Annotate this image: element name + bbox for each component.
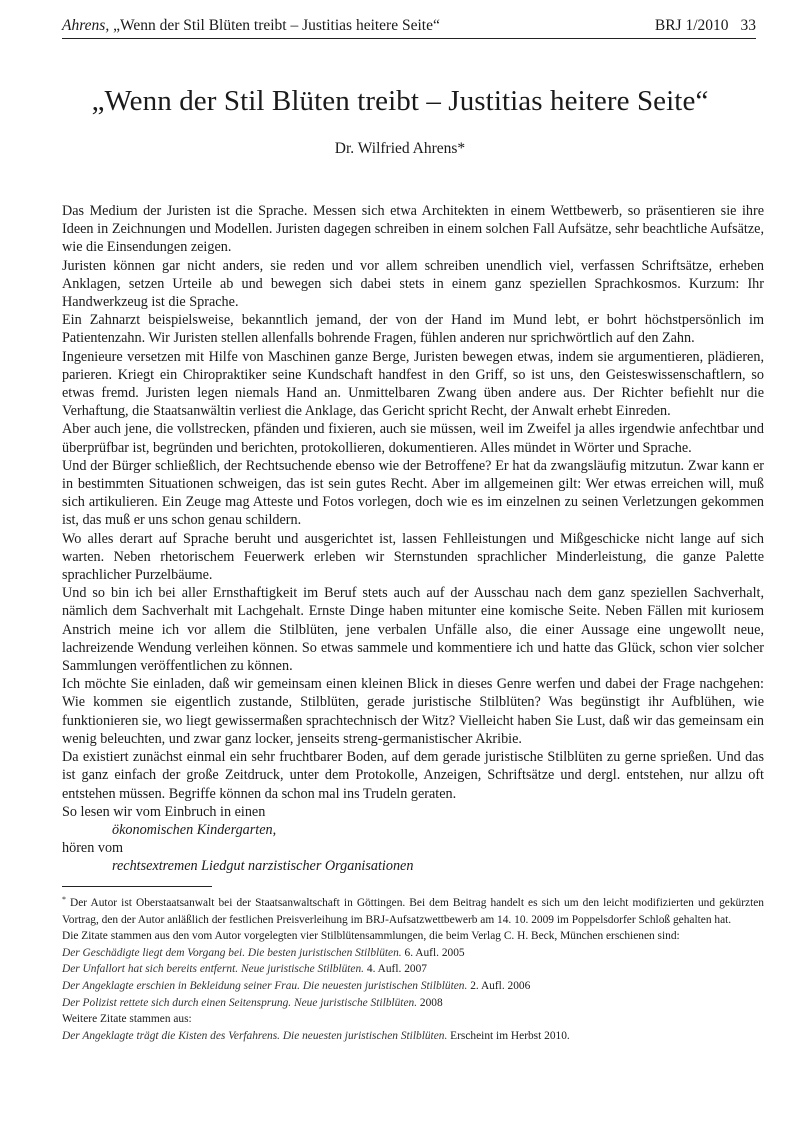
citation-edition: 6. Aufl. 2005: [401, 946, 465, 959]
citation-item: [62, 1028, 764, 1045]
citation-item: [62, 978, 764, 995]
running-header: [62, 14, 756, 39]
body-paragraph: Aber auch jene, die vollstrecken, pfänden und fixieren, auch sie müssen, weil im Zweifel ja alles irgendwie anfechtbar und überprüfbar ist, begründen und berichten, protokollieren, dokumentieren. Alles mündet in Wörter und Sprache.: [62, 421, 764, 456]
header-left: [62, 17, 440, 35]
citation-edition: 2. Aufl. 2006: [467, 979, 531, 992]
body-lead-hear: hören vom: [62, 840, 124, 857]
article-byline: Dr. Wilfried Ahrens*: [334, 140, 466, 157]
body-paragraph: Ich möchte Sie einladen, daß wir gemeinsam einen kleinen Blick in dieses Genre werfen und dabei der Frage nachgehen: Wie kommen sie eigentlich zustande, Stilblüten, gerade juristische Stilblüten? Was begünstigt ihr Aufblühen, wie funktionieren sie, wo liegt gewissermaßen sprachtechnisch der Witz? Vielleicht haben Sie Lust, daß wir das gemeinsam ein wenig beleuchten, und zwar ganz locker, jenseits streng-germanistischer Akribie.: [62, 676, 764, 747]
citation-edition: 2008: [417, 996, 443, 1009]
header-journal: BRJ 1/2010: [654, 17, 729, 34]
footnote-sources-intro: Die Zitate stammen aus den vom Autor vorgelegten vier Stilblütensammlungen, die beim Verlag C. H. Beck, München erschienen sind:: [62, 930, 680, 943]
article-title: „Wenn der Stil Blüten treibt – Justitias heitere Seite“: [91, 85, 709, 117]
citation-title: Der Geschädigte liegt dem Vorgang bei. Die besten juristischen Stilblüten.: [62, 946, 402, 959]
citation-title: Der Angeklagte erschien in Bekleidung seiner Frau. Die neuesten juristischen Stilblüten.: [62, 979, 468, 992]
article-body: [62, 202, 764, 876]
footnote-further-intro: Weitere Zitate stammen aus:: [62, 1013, 192, 1026]
body-paragraph: Das Medium der Juristen ist die Sprache. Messen sich etwa Architekten in einem Wettbewerb, so präsentieren sie ihre Ideen in Zeichnungen und Modellen. Juristen dagegen schreiben in einem solchen Fall Aufsätze, sehr beachtliche Aufsätze, wie die Einsendungen zeigen.: [62, 203, 764, 256]
footnote-divider: [62, 886, 212, 887]
footnotes: [62, 892, 764, 1044]
citation-title: Der Angeklagte trägt die Kisten des Verfahrens. Die neuesten juristischen Stilblüten.: [62, 1029, 448, 1042]
footnote-marker: *: [62, 895, 66, 904]
footnote-author-text: Der Autor ist Oberstaatsanwalt bei der Staatsanwaltschaft in Göttingen. Bei dem Beitrag handelt es sich um den leicht modifizierten und gekürzten Vortrag, den der Autor anläßlich der festlichen Preisverleihung im BRJ-Aufsatzwettbewerb am 14. 10. 2009 im Poppelsdorfer Schloß gehalten hat.: [62, 897, 764, 926]
stilbluete-quote-2: rechtsextremen Liedgut narzistischer Organisationen: [112, 858, 414, 875]
body-paragraph: Ein Zahnarzt beispielsweise, bekanntlich jemand, der von der Hand im Mund lebt, er bohrt höchstpersönlich im Patientenzahn. Wir Juristen stellen allenfalls bohrende Fragen, fühlen anderen nur sprichwörtlich auf den Zahn.: [62, 312, 764, 347]
citation-item: [62, 995, 764, 1012]
citation-item: [62, 961, 764, 978]
body-lead-burglary: So lesen wir vom Einbruch in einen: [62, 803, 266, 820]
header-article-title: „Wenn der Stil Blüten treibt – Justitias heitere Seite“: [113, 17, 440, 34]
citation-title: Der Unfallort hat sich bereits entfernt. Neue juristische Stilblüten.: [62, 963, 365, 976]
body-paragraph: Und der Bürger schließlich, der Rechtsuchende ebenso wie der Betroffene? Er hat da zwangsläufig mitzutun. Zwar kann er in bestimmten Situationen schweigen, das ist sein gutes Recht. Aber im allgemeinen gilt: Wer etwas erreichen will, muß sich artikulieren. Ein Zeuge mag Atteste und Fotos vorlegen, doch wie es im einzelnen zu seinen Verletzungen gekommen ist, das muß er uns schon genau schildern.: [62, 457, 764, 529]
header-author: Ahrens,: [62, 17, 110, 34]
citation-title: Der Polizist rettete sich durch einen Seitensprung. Neue juristische Stilblüten.: [62, 996, 418, 1009]
citation-edition: 4. Aufl. 2007: [364, 963, 427, 976]
body-paragraph: Da existiert zunächst einmal ein sehr fruchtbarer Boden, auf dem gerade juristische Stilblüten zu gerne sprießen. Und das ist ganz einfach der große Zeitdruck, unter dem Protokolle, Anzeigen, Schriftsätze und dergl. entstehen, nur allzu oft entstehen müssen. Begriffe können da schon mal ins Trudeln geraten.: [62, 749, 764, 802]
header-right: [655, 17, 756, 35]
citation-item: [62, 945, 764, 962]
header-page-number: 33: [740, 17, 756, 34]
stilbluete-quote-1: ökonomischen Kindergarten,: [112, 821, 277, 838]
body-paragraph: Und so bin ich bei aller Ernsthaftigkeit im Beruf stets auch auf der Ausschau nach dem ganz speziellen Sachverhalt, nämlich dem Sachverhalt mit Lachgehalt. Ernste Dinge haben mitunter eine komische Seite. Neben Fällen mit kuriosem Anstrich meine ich vor allem die Stilblüten, jene verbalen Unfälle also, die einer Aussage eine ungewollt neue, lachreizende Wendung verleihen können. So etwas sammele und kommentiere ich und hatte das Glück, schon vier solcher Sammlungen veröffentlichen zu können.: [62, 585, 764, 675]
body-paragraph: Ingenieure versetzen mit Hilfe von Maschinen ganze Berge, Juristen bewegen etwas, indem sie argumentieren, plädieren, parieren. Kriegt ein Chiropraktiker seine Kundschaft handfest in den Griff, so ist uns, den Geisteswissenschaftlern, so etwas fremd. Juristen legen niemals Hand an. Unmittelbaren Zwang üben andere aus. Der Richter befiehlt nur die Verhaftung, die Staatsanwältin verliest die Anklage, das Gericht spricht Recht, der Anwalt erhebt Einreden.: [62, 348, 764, 420]
citation-edition: Erscheint im Herbst 2010.: [447, 1029, 570, 1042]
body-paragraph: Juristen können gar nicht anders, sie reden und vor allem schreiben unendlich viel, verfassen Schriftsätze, erheben Anklagen, setzen Urteile ab und bewegen sich dabei stets in einem ganz speziellen Sprachkosmos. Kurzum: Ihr Handwerkzeug ist die Sprache.: [62, 257, 764, 311]
body-paragraph: Wo alles derart auf Sprache beruht und ausgerichtet ist, lassen Fehlleistungen und Mißgeschicke nicht lange auf sich warten. Neben rhetorischem Feuerwerk erleben wir Sternstunden sprachlicher Minderleistung, die ganze Palette sprachlicher Purzelbäume.: [62, 530, 764, 584]
footnote-author: [62, 892, 764, 928]
